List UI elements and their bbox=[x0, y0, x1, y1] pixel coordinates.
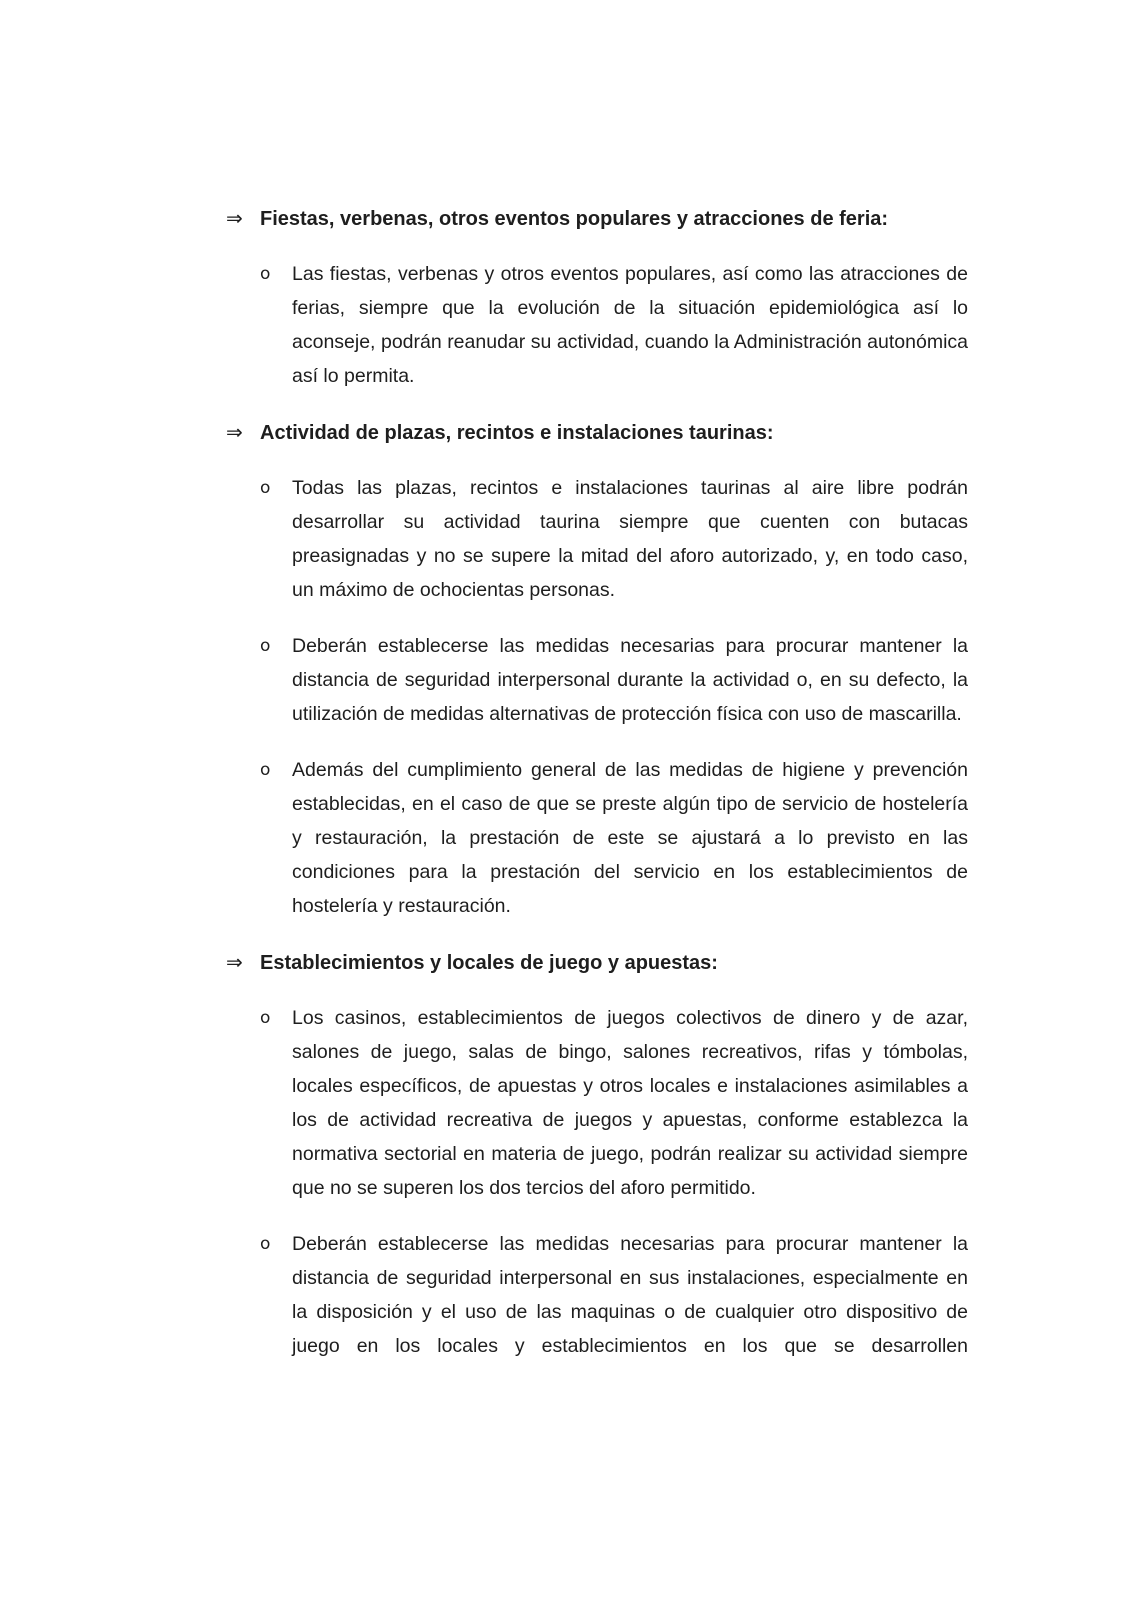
list-item bbox=[226, 1227, 970, 1363]
list-item bbox=[226, 257, 970, 393]
list-item-text: Además del cumplimiento general de las medidas de higiene y prevención establecidas, en el caso de que se preste algún tipo de servicio de hostelería y restauración, la prestación de este se ajustará a lo previsto en las condiciones para la prestación del servicio en los establecimientos de hostelería y restauración. bbox=[292, 759, 968, 917]
section-heading bbox=[226, 945, 970, 980]
double-arrow-icon: ⇒ bbox=[226, 950, 243, 974]
circle-bullet-icon: o bbox=[260, 636, 271, 656]
list-item bbox=[226, 629, 970, 731]
list-item-text: Los casinos, establecimientos de juegos colectivos de dinero y de azar, salones de juego, salas de bingo, salones recreativos, rifas y tómbolas, locales específicos, de apuestas y otros locales e instalaciones asimilables a los de actividad recreativa de juegos y apuestas, conforme establezca la normativa sectorial en materia de juego, podrán realizar su actividad siempre que no se superen los dos tercios del aforo permitido. bbox=[292, 1007, 968, 1199]
section-title: Fiestas, verbenas, otros eventos populares y atracciones de feria: bbox=[260, 208, 889, 230]
list-item bbox=[226, 753, 970, 923]
section-fiestas bbox=[226, 201, 970, 393]
double-arrow-icon: ⇒ bbox=[226, 206, 243, 230]
list-item-text: Deberán establecerse las medidas necesarias para procurar mantener la distancia de seguridad interpersonal durante la actividad o, en su defecto, la utilización de medidas alternativas de protección física con uso de mascarilla. bbox=[292, 635, 968, 725]
section-heading bbox=[226, 415, 970, 450]
list-item-text: Las fiestas, verbenas y otros eventos populares, así como las atracciones de ferias, siempre que la evolución de la situación epidemiológica así lo aconseje, podrán reanudar su actividad, cuando la Administración autonómica así lo permita. bbox=[292, 263, 968, 387]
document-body bbox=[226, 201, 970, 1385]
section-title: Establecimientos y locales de juego y apuestas: bbox=[260, 952, 718, 974]
list-item-text: Todas las plazas, recintos e instalaciones taurinas al aire libre podrán desarrollar su actividad taurina siempre que cuenten con butacas preasignadas y no se supere la mitad del aforo autorizado, y, en todo caso, un máximo de ochocientas personas. bbox=[292, 477, 968, 601]
circle-bullet-icon: o bbox=[260, 760, 271, 780]
list-item-text: Deberán establecerse las medidas necesarias para procurar mantener la distancia de seguridad interpersonal en sus instalaciones, especialmente en la disposición y el uso de las maquinas o de cualquier otro dispositivo de juego en los locales y establecimientos en los que se desarrollen bbox=[292, 1233, 968, 1357]
circle-bullet-icon: o bbox=[260, 478, 271, 498]
section-taurinas bbox=[226, 415, 970, 923]
list-item bbox=[226, 1001, 970, 1205]
circle-bullet-icon: o bbox=[260, 1234, 271, 1254]
section-title: Actividad de plazas, recintos e instalaciones taurinas: bbox=[260, 422, 774, 444]
circle-bullet-icon: o bbox=[260, 264, 271, 284]
circle-bullet-icon: o bbox=[260, 1008, 271, 1028]
double-arrow-icon: ⇒ bbox=[226, 420, 243, 444]
section-juego bbox=[226, 945, 970, 1363]
list-item bbox=[226, 471, 970, 607]
section-heading bbox=[226, 201, 970, 236]
